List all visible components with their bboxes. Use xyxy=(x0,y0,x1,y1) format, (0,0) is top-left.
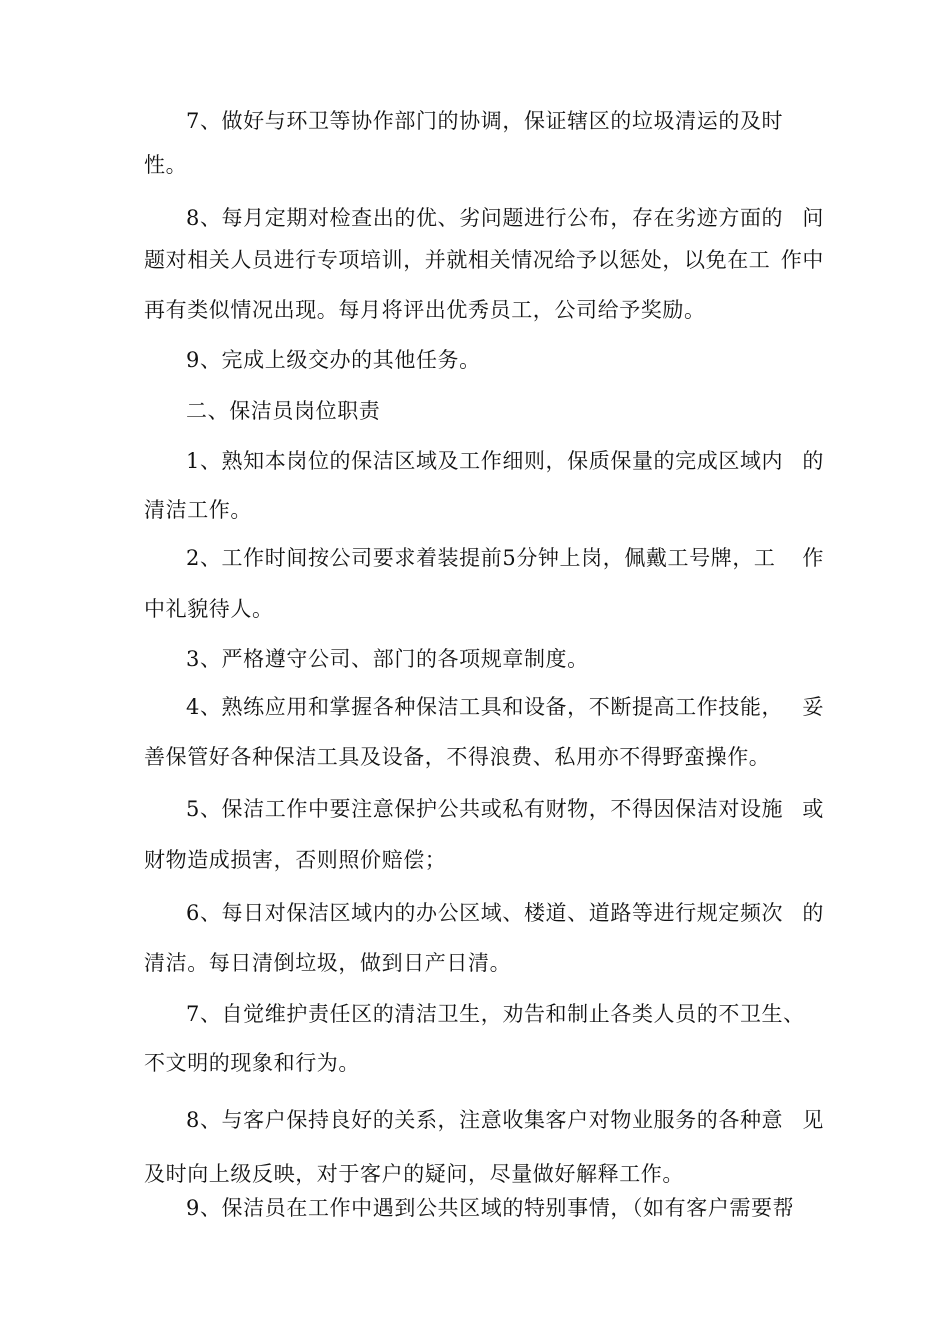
text-line xyxy=(186,397,824,425)
text-line xyxy=(186,544,824,572)
text-line xyxy=(144,1160,824,1188)
text-segment: 不文明的现象和行为。 xyxy=(144,1051,360,1075)
text-line xyxy=(186,1000,824,1028)
text-line xyxy=(144,151,824,179)
text-segment: 6、每日对保洁区域内的办公区域、楼道、道路等进行规定频次 xyxy=(186,901,784,925)
text-line xyxy=(144,595,824,623)
text-segment: 作 xyxy=(802,546,824,570)
text-segment: 5、保洁工作中要注意保护公共或私有财物，不得因保洁对设施 xyxy=(186,797,784,821)
text-segment: 1、熟知本岗位的保洁区域及工作细则，保质保量的完成区域内 xyxy=(186,449,784,473)
text-segment: 题对相关人员进行专项培训，并就相关情况给予以惩处，以免在工 xyxy=(144,248,771,272)
text-segment: 8、与客户保持良好的关系，注意收集客户对物业服务的各种意 xyxy=(186,1108,784,1132)
text-line xyxy=(186,693,824,721)
text-segment: 3、严格遵守公司、部门的各项规章制度。 xyxy=(186,647,589,671)
text-line xyxy=(186,1106,824,1134)
text-segment: 善保管好各种保洁工具及设备，不得浪费、私用亦不得野蛮操作。 xyxy=(144,745,771,769)
text-segment: 作中 xyxy=(780,248,824,272)
text-segment: 的 xyxy=(802,901,824,925)
text-line xyxy=(186,447,824,475)
text-segment: 9、保洁员在工作中遇到公共区域的特别事情，（如有客户需要帮 xyxy=(186,1196,795,1220)
text-segment: 二、保洁员岗位职责 xyxy=(186,399,381,423)
text-line xyxy=(144,246,824,274)
text-segment: 及时向上级反映，对于客户的疑问，尽量做好解释工作。 xyxy=(144,1162,684,1186)
text-segment: 问 xyxy=(802,206,824,230)
text-line xyxy=(186,204,824,232)
text-line xyxy=(186,645,824,673)
text-line xyxy=(186,899,824,927)
text-line xyxy=(186,107,824,135)
text-segment: 7、自觉维护责任区的清洁卫生，劝告和制止各类人员的不卫生、 xyxy=(186,1002,805,1026)
text-segment: 见 xyxy=(802,1108,824,1132)
text-line xyxy=(144,949,824,977)
text-line xyxy=(144,296,824,324)
text-line xyxy=(144,743,824,771)
text-segment: 的 xyxy=(802,449,824,473)
text-segment: 2、工作时间按公司要求着装提前5分钟上岗，佩戴工号牌，工 xyxy=(186,546,776,570)
text-segment: 财物造成损害，否则照价赔偿； xyxy=(144,848,447,872)
text-segment: 性。 xyxy=(144,153,188,177)
text-segment: 7、做好与环卫等协作部门的协调，保证辖区的垃圾清运的及时 xyxy=(186,109,784,133)
text-segment: 清洁工作。 xyxy=(144,498,252,522)
text-segment: 再有类似情况出现。每月将评出优秀员工，公司给予奖励。 xyxy=(144,298,706,322)
text-segment: 或 xyxy=(802,797,824,821)
text-line xyxy=(186,346,824,374)
text-line xyxy=(144,1049,824,1077)
text-line xyxy=(144,496,824,524)
text-segment: 9、完成上级交办的其他任务。 xyxy=(186,348,481,372)
text-line xyxy=(144,846,824,874)
text-segment: 中礼貌待人。 xyxy=(144,597,274,621)
text-segment: 4、熟练应用和掌握各种保洁工具和设备，不断提高工作技能， xyxy=(186,695,784,719)
text-segment: 8、每月定期对检查出的优、劣问题进行公布，存在劣迹方面的 xyxy=(186,206,784,230)
text-segment: 妥 xyxy=(802,695,824,719)
text-segment: 清洁。每日清倒垃圾，做到日产日清。 xyxy=(144,951,512,975)
text-line xyxy=(186,795,824,823)
text-line xyxy=(186,1194,824,1222)
